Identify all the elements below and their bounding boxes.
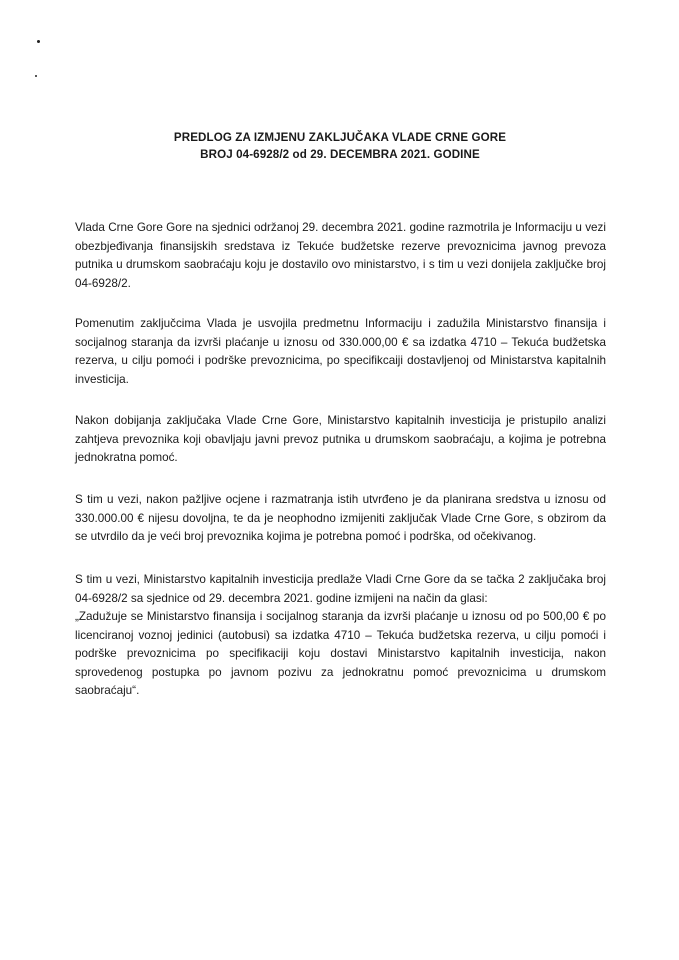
document-subtitle: BROJ 04-6928/2 od 29. DECEMBRA 2021. GODINE bbox=[200, 148, 480, 161]
paragraph-1: Vlada Crne Gore Gore na sjednici održanoj 29. decembra 2021. godine razmotrila je Informaciju u vezi obezbjeđivanja finansijskih sredstava iz Tekuće budžetske rezerve prevoznicima javnog prevoza putnika u drumskom saobraćaju koju je dostavilo ovo ministarstvo, i s tim u vezi donijela zaključke broj 04-6928/2. bbox=[75, 221, 606, 290]
paragraph-5: S tim u vezi, Ministarstvo kapitalnih investicija predlaže Vladi Crne Gore da se tačka 2 zaključaka broj 04-6928/2 sa sjednice od 29. decembra 2021. godine izmijeni na način da glasi: bbox=[75, 573, 606, 605]
paragraph-4: S tim u vezi, nakon pažljive ocjene i razmatranja istih utvrđeno je da planirana sredstva u iznosu od 330.000.00 € nijesu dovoljna, te da je neophodno izmijeniti zaključak Vlade Crne Gore, s obzirom da se utvrdilo da je veći broj prevoznika kojima je potrebna pomoć i podrška, od očekivanog. bbox=[75, 493, 606, 543]
scan-speck bbox=[37, 40, 40, 43]
paragraph-6-quote: „Zadužuje se Ministarstvo finansija i socijalnog staranja da izvrši plaćanje u iznosu od po 500,00 € po licenciranoj voznoj jedinici (autobusi) sa izdatka 4710 – Tekuća budžetska rezerva, u cilju pomoći i podrške prevoznicima po specifikaciji koju dostavi Ministarstvo kapitalnih investicija, nakon sprovedenog postupka po javnom pozivu za jednokratnu pomoć prevoznicima u drumskom saobraćaju“. bbox=[75, 610, 606, 697]
document-title: PREDLOG ZA IZMJENU ZAKLJUČAKA VLADE CRNE GORE bbox=[173, 131, 507, 144]
scan-speck bbox=[35, 75, 37, 77]
paragraph-3: Nakon dobijanja zaključaka Vlade Crne Gore, Ministarstvo kapitalnih investicija je pristupilo analizi zahtjeva prevoznika koji obavljaju javni prevoz putnika u drumskom saobraćaju, a kojima je potrebna jednokratna pomoć. bbox=[75, 414, 606, 464]
paragraph-2: Pomenutim zaključcima Vlada je usvojila predmetnu Informaciju i zadužila Ministarstvo finansija i socijalnog staranja da izvrši plaćanje u iznosu od 330.000,00 € sa izdatka 4710 – Tekuća budžetska rezerva, u cilju pomoći i podrške prevoznicima, po specifikcaiji dostavljenoj od Ministarstva kapitalnih investicija. bbox=[75, 317, 606, 386]
